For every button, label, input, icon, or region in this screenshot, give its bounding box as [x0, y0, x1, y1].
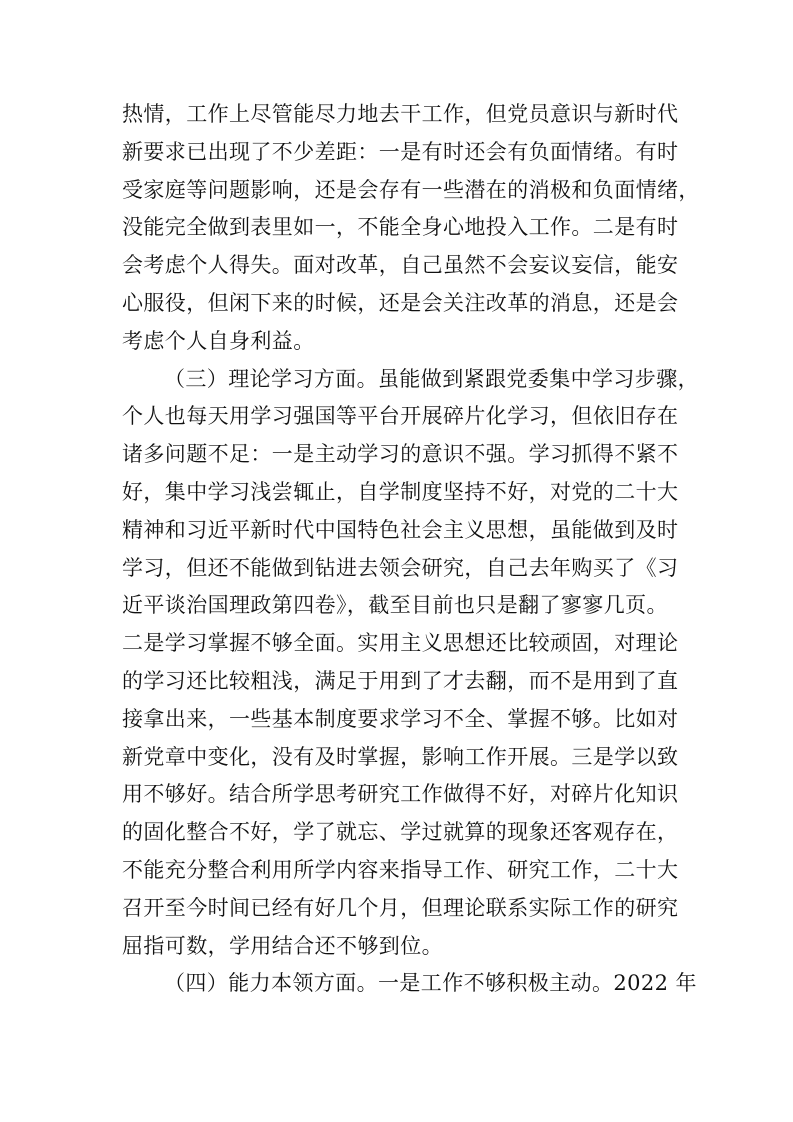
body-line: 用不够好。结合所学思考研究工作做得不好，对碎片化知识 [122, 782, 679, 807]
body-line: 不能充分整合利用所学内容来指导工作、研究工作，二十大 [122, 857, 679, 882]
body-line: 近平谈治国理政第四卷》，截至目前也只是翻了寥寥几页。 [122, 593, 668, 618]
body-line: 个人也每天用学习强国等平台开展碎片化学习，但依旧存在 [122, 404, 679, 429]
section-heading-line: （三）理论学习方面。虽能做到紧跟党委集中学习步骤， [164, 366, 699, 391]
body-line: 屈指可数，学用结合还不够到位。 [122, 933, 443, 958]
body-line: 热情，工作上尽管能尽力地去干工作，但党员意识与新时代 [122, 102, 679, 126]
body-line: 精神和习近平新时代中国特色社会主义思想，虽能做到及时 [122, 517, 679, 542]
body-line: 召开至今时间已经有好几个月，但理论联系实际工作的研究 [122, 895, 679, 920]
body-line: 二是学习掌握不够全面。实用主义思想还比较顽固，对理论 [122, 631, 679, 656]
body-line: 接拿出来，一些基本制度要求学习不全、掌握不够。比如对 [122, 706, 679, 731]
section-heading-line: （四）能力本领方面。一是工作不够积极主动。2022 年 [164, 971, 697, 996]
body-line: 没能完全做到表里如一，不能全身心地投入工作。二是有时 [122, 215, 679, 240]
body-line: 诸多问题不足：一是主动学习的意识不强。学习抓得不紧不 [122, 442, 679, 467]
body-line: 新党章中变化，没有及时掌握，影响工作开展。三是学以致 [122, 744, 679, 769]
body-line: 新要求已出现了不少差距：一是有时还会有负面情绪。有时 [122, 139, 679, 164]
body-line: 学习，但还不能做到钻进去领会研究，自己去年购买了《习 [122, 555, 679, 580]
body-line: 好，集中学习浅尝辄止，自学制度坚持不好，对党的二十大 [122, 479, 679, 504]
document-body [122, 96, 700, 1003]
body-line: 的固化整合不好，学了就忘、学过就算的现象还客观存在， [122, 820, 679, 845]
body-line: 会考虑个人得失。面对改革，自己虽然不会妄议妄信，能安 [122, 253, 679, 278]
body-line: 的学习还比较粗浅，满足于用到了才去翻，而不是用到了直 [122, 668, 679, 693]
body-line: 心服役，但闲下来的时候，还是会关注改革的消息，还是会 [122, 290, 679, 315]
body-line: 受家庭等问题影响，还是会存有一些潜在的消极和负面情绪， [122, 177, 700, 202]
body-line: 考虑个人自身利益。 [122, 328, 315, 353]
